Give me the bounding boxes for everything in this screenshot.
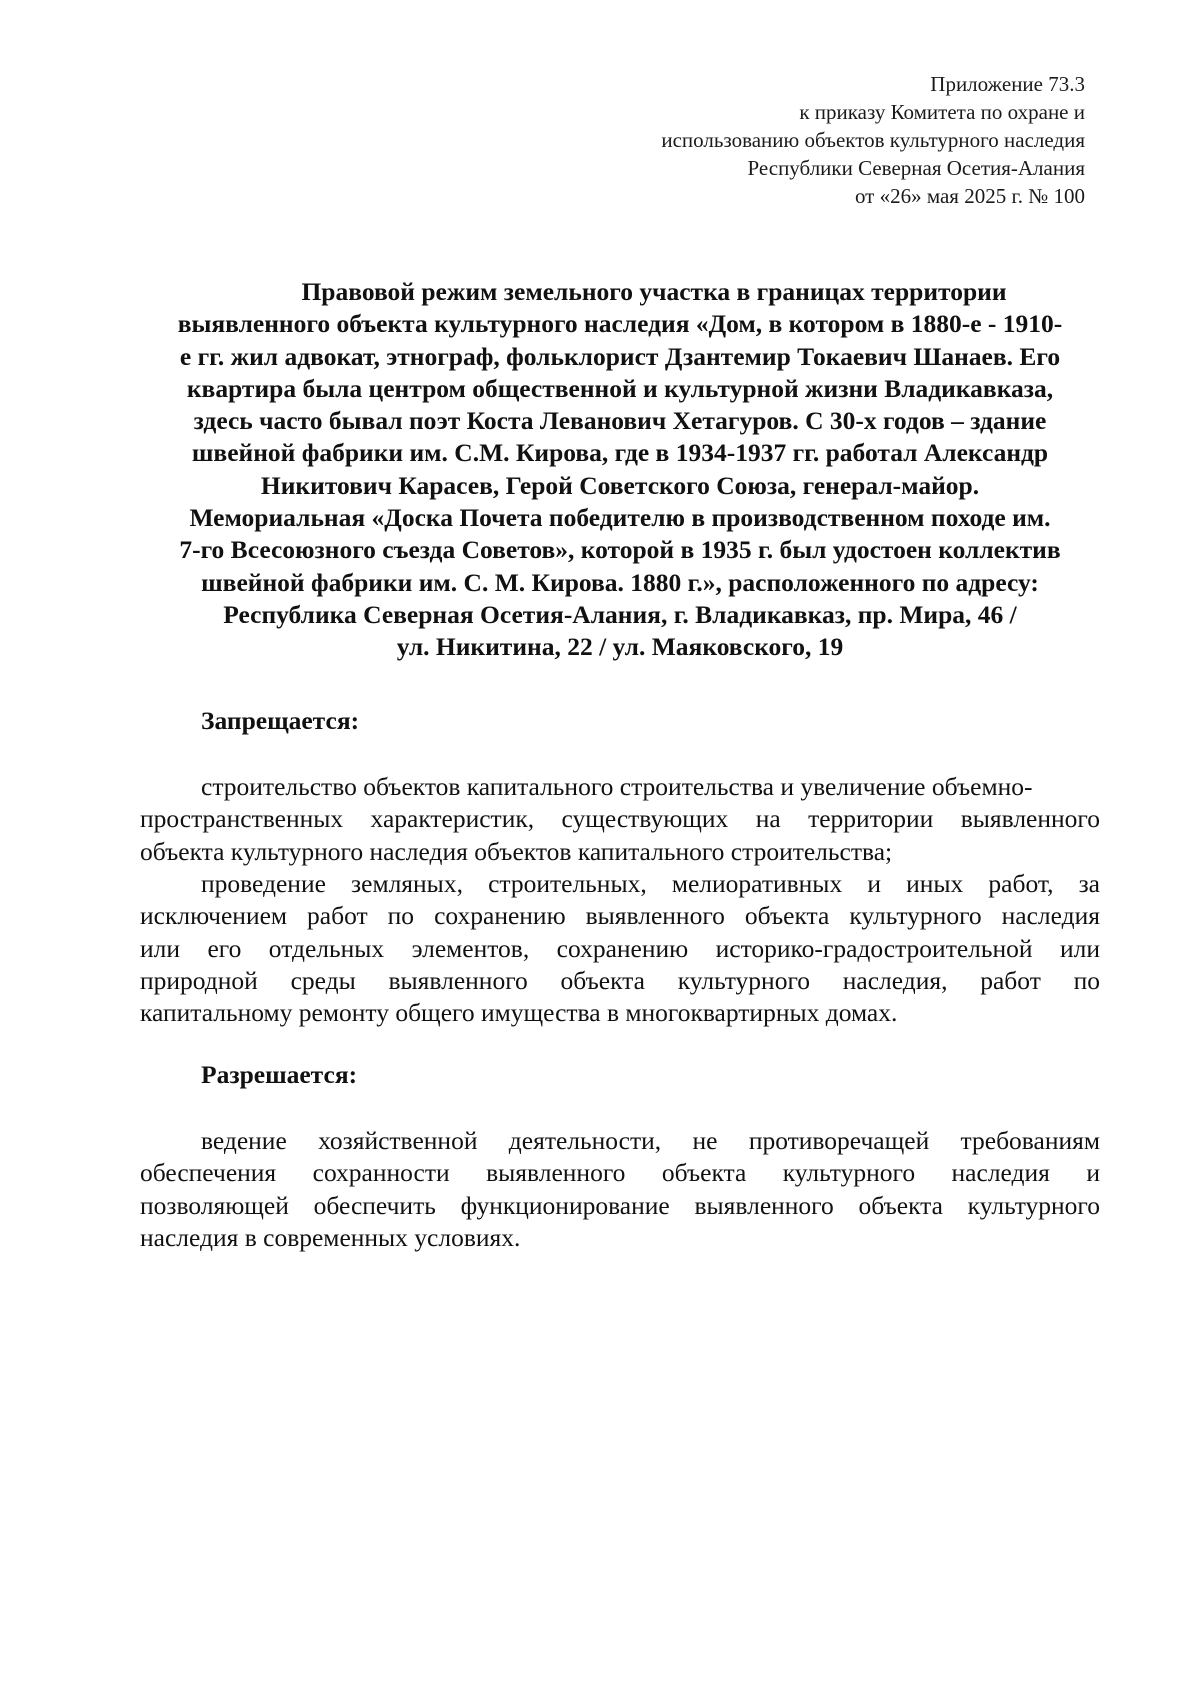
title-line: Мемориальная «Доска Почета победителю в производственном походе им.: [189, 503, 1051, 533]
paragraph-line: капитальному ремонту общего имущества в многоквартирных домах.: [140, 998, 898, 1028]
prohibited-paragraph-works: [140, 868, 1100, 1029]
title-line: 7-го Всесоюзного съезда Советов», которой в 1935 г. был удостоен коллектив: [179, 535, 1061, 565]
title-line: е гг. жил адвокат, этнограф, фольклорист Дзантемир Токаевич Шанаев. Его: [179, 341, 1061, 371]
paragraph-line: или его отдельных элементов, сохранению историко-градостроительной или: [140, 933, 1100, 963]
order-reference-line: к приказу Комитета по охране и: [799, 100, 1085, 124]
paragraph-line: пространственных характеристик, существующих на территории выявленного: [140, 804, 1100, 834]
paragraph-line: проведение земляных, строительных, мелиоративных и иных работ, за: [201, 869, 1100, 898]
paragraph-line: строительство объектов капитального строительства и увеличение объемно-: [201, 772, 1033, 801]
title-line: Правовой режим земельного участка в границах территории: [301, 277, 1007, 306]
title-line: швейной фабрики им. С.М. Кирова, где в 1934-1937 гг. работал Александр: [191, 438, 1049, 468]
title-line: ул. Никитина, 22 / ул. Маяковского, 19: [396, 632, 844, 662]
paragraph-line: исключением работ по сохранению выявленного объекта культурного наследия: [140, 901, 1100, 931]
document-title: [140, 276, 1100, 664]
paragraph-line: обеспечения сохранности выявленного объекта культурного наследия и: [140, 1158, 1100, 1188]
paragraph-line: позволяющей обеспечить функционирование выявленного объекта культурного: [140, 1190, 1100, 1220]
title-line: швейной фабрики им. С. М. Кирова. 1880 г.», расположенного по адресу:: [201, 567, 1039, 597]
permitted-heading: Разрешается:: [201, 1060, 358, 1089]
title-line: Республика Северная Осетия-Алания, г. Владикавказ, пр. Мира, 46 /: [223, 599, 1017, 629]
title-line: квартира была центром общественной и культурной жизни Владикавказа,: [186, 373, 1054, 403]
title-line: Никитович Карасев, Герой Советского Союза, генерал-майор.: [260, 470, 980, 500]
committee-name-line: использованию объектов культурного наследия: [661, 128, 1085, 152]
paragraph-line: природной среды выявленного объекта культурного наследия, работ по: [140, 965, 1100, 995]
title-line: здесь часто бывал поэт Коста Леванович Хетагуров. С 30-х годов – здание: [193, 406, 1047, 436]
appendix-header: [465, 70, 1085, 210]
appendix-number: Приложение 73.3: [930, 72, 1085, 96]
republic-name-line: Республики Северная Осетия-Алания: [747, 156, 1085, 180]
title-line: выявленного объекта культурного наследия «Дом, в котором в 1880-е - 1910-: [177, 309, 1063, 339]
paragraph-line: ведение хозяйственной деятельности, не противоречащей требованиям: [201, 1126, 1100, 1155]
prohibited-heading: Запрещается:: [201, 706, 360, 735]
paragraph-line: объекта культурного наследия объектов капитального строительства;: [140, 836, 893, 866]
permitted-paragraph: [140, 1125, 1100, 1254]
order-date-number: от «26» мая 2025 г. № 100: [854, 184, 1085, 208]
paragraph-line: наследия в современных условиях.: [140, 1222, 521, 1252]
prohibited-paragraph-construction: [140, 771, 1100, 868]
